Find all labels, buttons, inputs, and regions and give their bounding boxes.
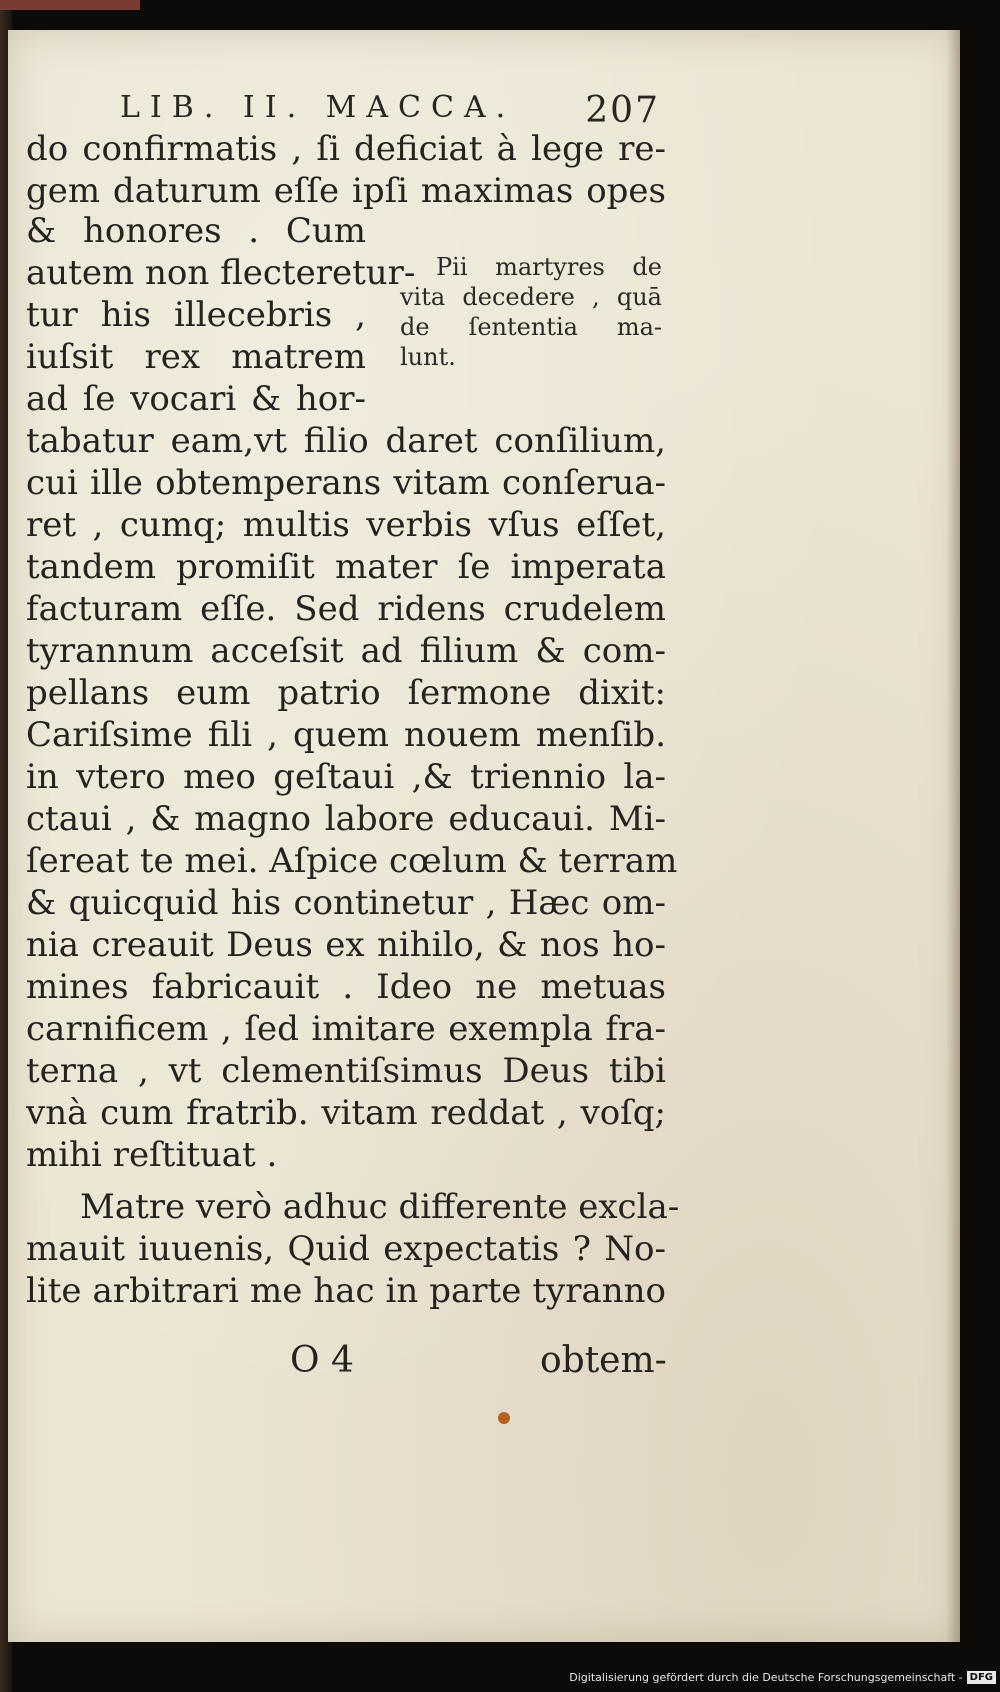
text-line: ad ſe vocari & hor- xyxy=(26,379,366,419)
text-line: do confirmatis , ſi deficiat à lege re- xyxy=(26,129,666,169)
text-line: ctaui , & magno labore educaui. Mi- xyxy=(26,799,666,839)
text-line: iuſsit rex matrem xyxy=(26,337,366,377)
text-line: & quicquid his continetur , Hæc om- xyxy=(26,883,666,923)
book-page xyxy=(8,30,960,1642)
text-line: ſereat te mei. Aſpice cœlum & terram xyxy=(26,841,678,881)
text-line: cui ille obtemperans vitam conſerua- xyxy=(26,463,666,503)
text-line: mauit iuuenis, Quid expectatis ? No- xyxy=(26,1229,666,1269)
text-line: carnificem , ſed imitare exempla fra- xyxy=(26,1009,666,1049)
binding-edge xyxy=(0,0,140,10)
ink-spot xyxy=(498,1412,510,1424)
text-line: vnà cum fratrib. vitam reddat , voſq; xyxy=(26,1093,666,1133)
text-line: tur his illecebris , xyxy=(26,295,366,335)
text-line: ret , cumq; multis verbis vſus eſſet, xyxy=(26,505,666,545)
margin-note-line: vita decedere , quā xyxy=(400,283,662,311)
margin-note-line: de ſententia ma- xyxy=(400,313,662,341)
text-line: autem non flecteretur- xyxy=(26,253,416,293)
text-line: facturam eſſe. Sed ridens crudelem xyxy=(26,589,666,629)
text-line: Matre verò adhuc differente excla- xyxy=(80,1187,680,1227)
text-line: mihi reſtituat . xyxy=(26,1135,278,1175)
page-number: 207 xyxy=(585,90,660,131)
text-line: Cariſsime fili , quem nouem menſib. xyxy=(26,715,666,755)
text-line: mines fabricauit . Ideo ne metuas xyxy=(26,967,666,1007)
text-line: gem daturum eſſe ipſi maximas opes xyxy=(26,171,666,211)
digitization-credit xyxy=(569,1671,996,1684)
text-line: in vtero meo geſtaui ,& triennio la- xyxy=(26,757,666,797)
credit-text: Digitalisierung gefördert durch die Deutsche Forschungsgemeinschaft - xyxy=(569,1671,963,1684)
margin-note-line: lunt. xyxy=(400,343,456,371)
dfg-logo-icon: DFG xyxy=(967,1671,996,1684)
catchword: obtem- xyxy=(540,1340,667,1381)
text-line: tyrannum acceſsit ad filium & com- xyxy=(26,631,666,671)
text-line: tandem promiſit mater ſe imperata xyxy=(26,547,666,587)
text-line: lite arbitrari me hac in parte tyranno xyxy=(26,1271,666,1311)
running-head xyxy=(120,90,660,131)
page-edge-shadow xyxy=(946,30,960,1642)
text-line: & honores . Cum xyxy=(26,211,366,251)
margin-note-line: Pii martyres de xyxy=(436,253,662,281)
text-line: terna , vt clementiſsimus Deus tibi xyxy=(26,1051,666,1091)
running-head-title: LIB. II. MACCA. xyxy=(120,90,516,125)
text-line: tabatur eam,vt filio daret conſilium, xyxy=(26,421,666,461)
signature-mark: O 4 xyxy=(290,1340,354,1381)
text-line: pellans eum patrio ſermone dixit: xyxy=(26,673,666,713)
text-line: nia creauit Deus ex nihilo, & nos ho- xyxy=(26,925,666,965)
